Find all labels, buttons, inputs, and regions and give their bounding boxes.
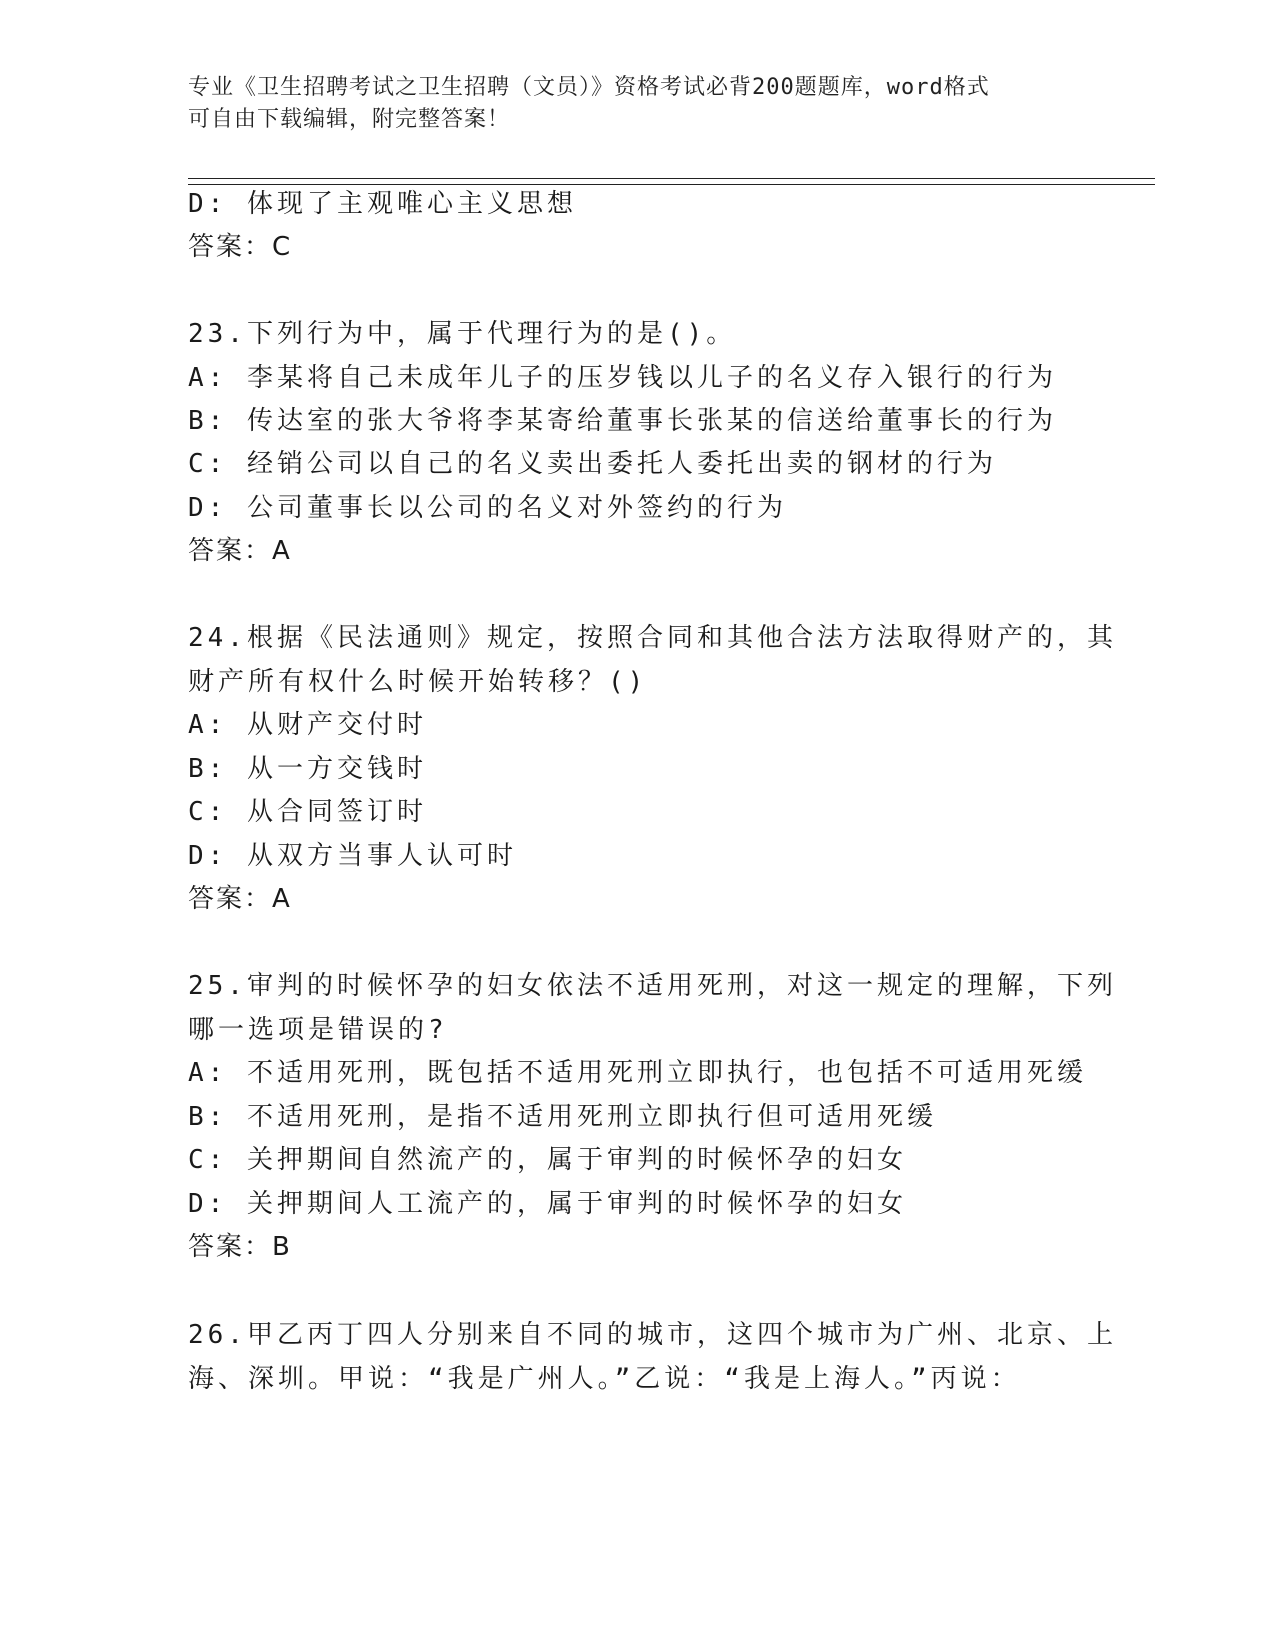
q25-answer: 答案：B (188, 1232, 292, 1262)
q23-option-c: C: 经销公司以自己的名义卖出委托人委托出卖的钢材的行为 (188, 449, 997, 479)
q25-stem-line-2: 哪一选项是错误的? (188, 1015, 448, 1045)
document-header (188, 72, 1088, 136)
q24-option-b: B: 从一方交钱时 (188, 754, 427, 784)
q25-option-b: B: 不适用死刑，是指不适用死刑立即执行但可适用死缓 (188, 1102, 937, 1132)
q24-answer: 答案：A (188, 884, 292, 914)
header-line-2: 可自由下载编辑，附完整答案！ (188, 107, 511, 132)
q24-stem-line-1: 24.根据《民法通则》规定，按照合同和其他合法方法取得财产的，其 (188, 623, 1117, 653)
q23-answer: 答案：A (188, 536, 292, 566)
q23-option-b: B: 传达室的张大爷将李某寄给董事长张某的信送给董事长的行为 (188, 406, 1057, 436)
q25-stem-line-1: 25.审判的时候怀孕的妇女依法不适用死刑，对这一规定的理解，下列 (188, 971, 1117, 1001)
header-line-1: 专业《卫生招聘考试之卫生招聘（文员）》资格考试必背200题题库，word格式 (188, 75, 990, 100)
q25-option-c: C: 关押期间自然流产的，属于审判的时候怀孕的妇女 (188, 1145, 907, 1175)
q24-option-a: A: 从财产交付时 (188, 710, 427, 740)
q26-stem-line-2: 海、深圳。甲说：“我是广州人。”乙说：“我是上海人。”丙说： (188, 1364, 1021, 1394)
q24-option-d: D: 从双方当事人认可时 (188, 841, 517, 871)
q24-stem-line-2: 财产所有权什么时候开始转移？() (188, 667, 648, 697)
header-rule-bottom (188, 184, 1155, 185)
q25-option-a: A: 不适用死刑，既包括不适用死刑立即执行，也包括不可适用死缓 (188, 1058, 1087, 1088)
q23-option-d: D: 公司董事长以公司的名义对外签约的行为 (188, 493, 787, 523)
header-rule-top (188, 178, 1155, 179)
q25-option-d: D: 关押期间人工流产的，属于审判的时候怀孕的妇女 (188, 1189, 907, 1219)
prev-option-d: D: 体现了主观唯心主义思想 (188, 189, 577, 219)
q26-stem-line-1: 26.甲乙丙丁四人分别来自不同的城市，这四个城市为广州、北京、上 (188, 1320, 1117, 1350)
q24-option-c: C: 从合同签订时 (188, 797, 427, 827)
q23-option-a: A: 李某将自己未成年儿子的压岁钱以儿子的名义存入银行的行为 (188, 363, 1057, 393)
prev-answer: 答案：C (188, 232, 293, 262)
q23-stem: 23.下列行为中，属于代理行为的是()。 (188, 319, 737, 349)
